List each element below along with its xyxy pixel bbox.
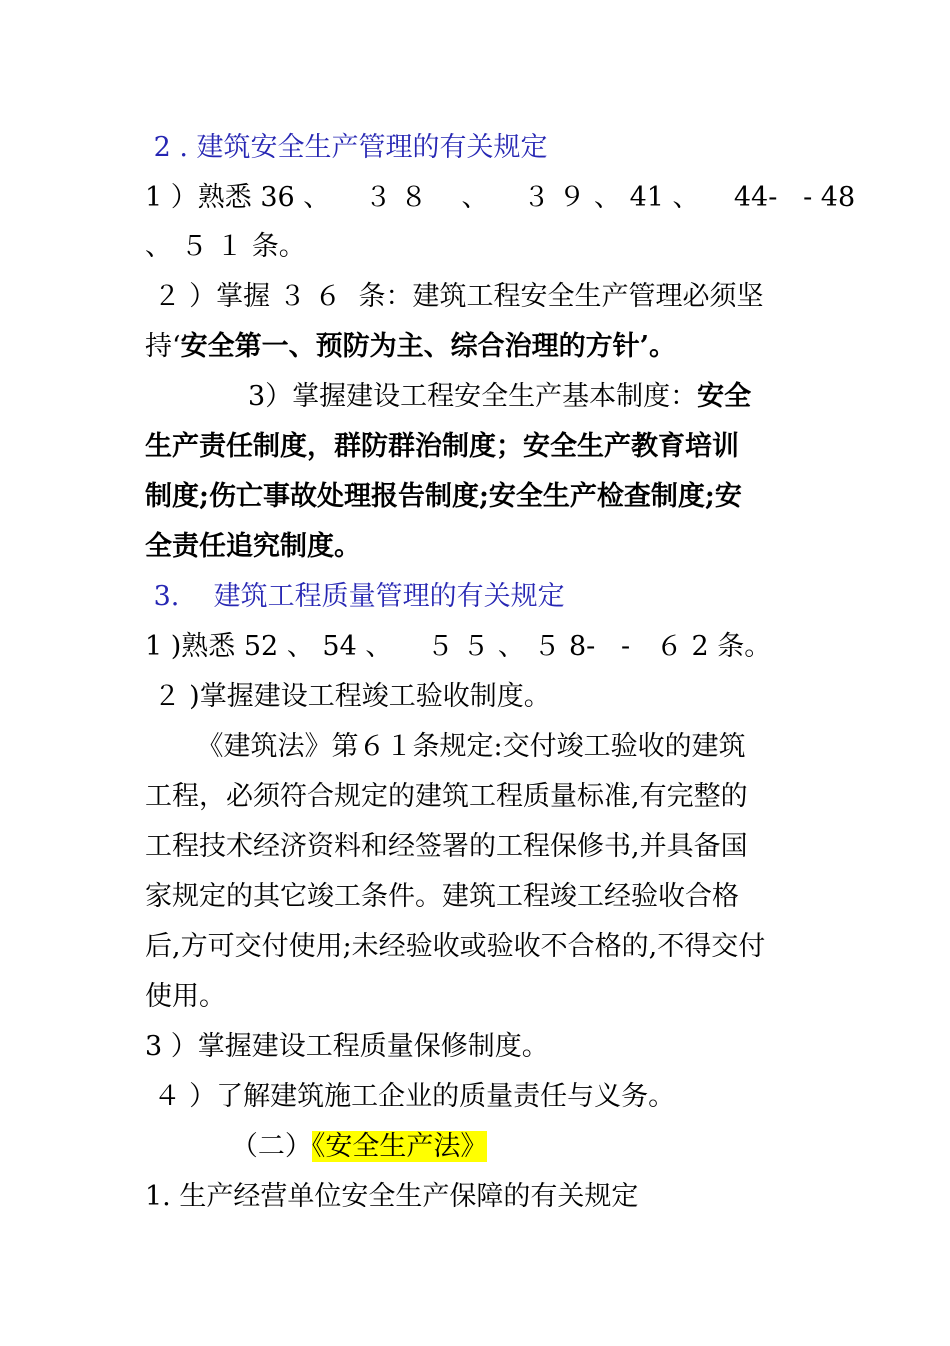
text-run: 持‘ xyxy=(145,331,181,362)
section-heading-2: 2 . 建筑安全生产管理的有关规定 xyxy=(145,132,548,163)
paragraph-line: 、 ５ １ 条。 xyxy=(145,231,306,262)
paragraph-line: 工程，必须符合规定的建筑工程质量标准,有完整的 xyxy=(145,781,748,812)
emphasis-text: 安全第一、预防为主、综合治理的方针’。 xyxy=(180,331,676,362)
emphasis-line: 全责任追究制度。 xyxy=(145,531,361,562)
paragraph-line: 1. 生产经营单位安全生产保障的有关规定 xyxy=(145,1181,639,1212)
paragraph-line: 《建筑法》第６１条规定:交付竣工验收的建筑 xyxy=(145,731,746,762)
paragraph-line: 1 ）熟悉 36 、 ３ ８ 、 ３ ９ 、 41 、 44- - 48 xyxy=(145,182,856,213)
emphasis-line: 生产责任制度，群防群治制度；安全生产教育培训 xyxy=(145,431,739,462)
text-run: 3）掌握建设工程安全生产基本制度： xyxy=(145,381,698,412)
paragraph-line: 工程技术经济资料和经签署的工程保修书,并具备国 xyxy=(145,831,748,862)
paragraph-line xyxy=(145,379,751,415)
text-run: （二） xyxy=(145,1131,312,1162)
paragraph-line: 家规定的其它竣工条件。建筑工程竣工经验收合格 xyxy=(145,881,739,912)
emphasis-line: 制度;伤亡事故处理报告制度;安全生产检查制度;安 xyxy=(145,481,742,512)
highlighted-title: 《安全生产法》 xyxy=(311,1131,488,1162)
paragraph-line xyxy=(145,329,676,365)
paragraph-line: ２ )掌握建设工程竣工验收制度。 xyxy=(145,681,551,712)
paragraph-line: 3 ）掌握建设工程质量保修制度。 xyxy=(145,1031,549,1062)
paragraph-line: 1 )熟悉 52 、 54 、 ５ ５ 、 ５ 8- - ６ 2 条。 xyxy=(145,631,772,662)
subsection-heading xyxy=(145,1129,487,1165)
section-heading-3: 3. 建筑工程质量管理的有关规定 xyxy=(145,581,565,612)
paragraph-line: 使用。 xyxy=(145,981,226,1012)
paragraph-line: ２ ）掌握 ３ ６ 条：建筑工程安全生产管理必须坚 xyxy=(145,281,764,312)
paragraph-line: ４ ）了解建筑施工企业的质量责任与义务。 xyxy=(145,1081,676,1112)
emphasis-text: 安全 xyxy=(697,381,752,412)
paragraph-line: 后,方可交付使用;未经验收或验收不合格的,不得交付 xyxy=(145,931,766,962)
